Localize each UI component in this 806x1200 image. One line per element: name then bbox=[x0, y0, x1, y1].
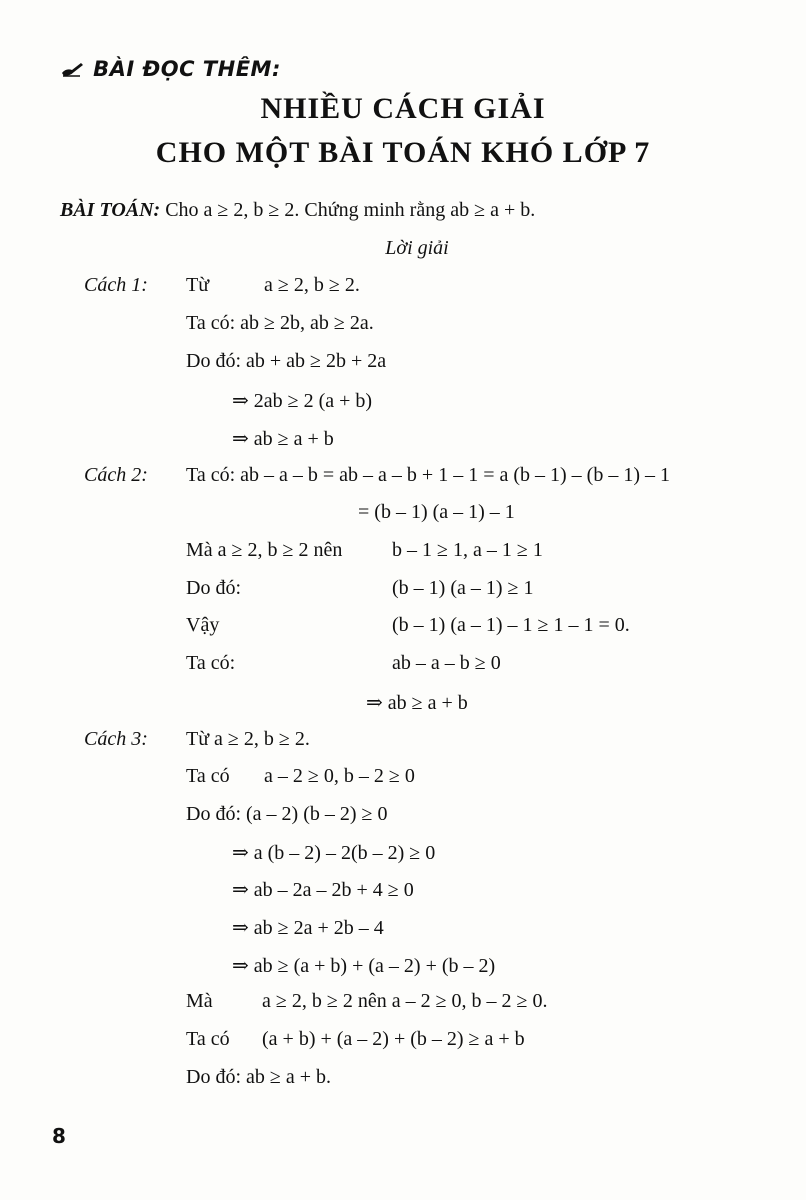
section-header bbox=[60, 57, 281, 81]
problem-statement bbox=[60, 199, 535, 222]
method-3-line-5: ⇒ ab – 2a – 2b + 4 ≥ 0 bbox=[232, 879, 414, 901]
pen-hand-icon bbox=[60, 59, 84, 79]
method-2-label: Cách 2: bbox=[84, 464, 148, 486]
method-3-line-9b: (a + b) + (a – 2) + (b – 2) ≥ a + b bbox=[262, 1028, 525, 1050]
method-2-line-2: = (b – 1) (a – 1) – 1 bbox=[358, 501, 515, 523]
method-1-label: Cách 1: bbox=[84, 274, 148, 296]
method-3-line-7: ⇒ ab ≥ (a + b) + (a – 2) + (b – 2) bbox=[232, 955, 496, 977]
method-3-label: Cách 3: bbox=[84, 728, 148, 750]
method-3-line-9a: Ta có bbox=[186, 1028, 230, 1050]
method-2-line-5b: (b – 1) (a – 1) – 1 ≥ 1 – 1 = 0. bbox=[392, 614, 630, 636]
method-3-line-6: ⇒ ab ≥ 2a + 2b – 4 bbox=[232, 917, 384, 939]
method-3-line-8a: Mà bbox=[186, 990, 213, 1012]
method-1-line-4: ⇒ 2ab ≥ 2 (a + b) bbox=[232, 390, 373, 412]
method-3-line-10: Do đó: ab ≥ a + b. bbox=[186, 1066, 332, 1088]
method-2-line-3b: b – 1 ≥ 1, a – 1 ≥ 1 bbox=[392, 539, 543, 561]
method-3-line-4: ⇒ a (b – 2) – 2(b – 2) ≥ 0 bbox=[232, 842, 436, 864]
method-3-line-8b: a ≥ 2, b ≥ 2 nên a – 2 ≥ 0, b – 2 ≥ 0. bbox=[262, 990, 548, 1012]
page-title-line-1: NHIỀU CÁCH GIẢI bbox=[260, 92, 546, 125]
method-2-line-6b: ab – a – b ≥ 0 bbox=[392, 652, 501, 674]
method-2-line-4a: Do đó: bbox=[186, 577, 241, 599]
problem-text: Cho a ≥ 2, b ≥ 2. Chứng minh rằng ab ≥ a + b. bbox=[165, 199, 536, 221]
method-2-line-4b: (b – 1) (a – 1) ≥ 1 bbox=[392, 577, 534, 599]
method-3-line-2a: Ta có bbox=[186, 765, 230, 787]
method-3-line-3: Do đó: (a – 2) (b – 2) ≥ 0 bbox=[186, 803, 388, 825]
method-2-line-7: ⇒ ab ≥ a + b bbox=[366, 692, 468, 714]
section-header-label: BÀI ĐỌC THÊM: bbox=[93, 57, 281, 81]
solution-heading: Lời giải bbox=[385, 237, 449, 259]
method-1-line-5: ⇒ ab ≥ a + b bbox=[232, 428, 334, 450]
page-number: 8 bbox=[52, 1124, 66, 1148]
method-1-line-1a: Từ bbox=[186, 274, 210, 296]
method-3-line-2b: a – 2 ≥ 0, b – 2 ≥ 0 bbox=[264, 765, 415, 787]
method-1-line-1b: a ≥ 2, b ≥ 2. bbox=[264, 274, 360, 296]
method-2-line-5a: Vậy bbox=[186, 614, 220, 636]
page-title-line-2: CHO MỘT BÀI TOÁN KHÓ LỚP 7 bbox=[155, 136, 651, 169]
method-2-line-6a: Ta có: bbox=[186, 652, 236, 674]
method-2-line-1: Ta có: ab – a – b = ab – a – b + 1 – 1 = a (b – 1) – (b – 1) – 1 bbox=[186, 464, 670, 486]
method-1-line-3: Do đó: ab + ab ≥ 2b + 2a bbox=[186, 350, 387, 372]
problem-label: BÀI TOÁN: bbox=[60, 199, 161, 221]
method-2-line-3a: Mà a ≥ 2, b ≥ 2 nên bbox=[186, 539, 343, 561]
method-1-line-2: Ta có: ab ≥ 2b, ab ≥ 2a. bbox=[186, 312, 374, 334]
method-3-line-1: Từ a ≥ 2, b ≥ 2. bbox=[186, 728, 310, 750]
